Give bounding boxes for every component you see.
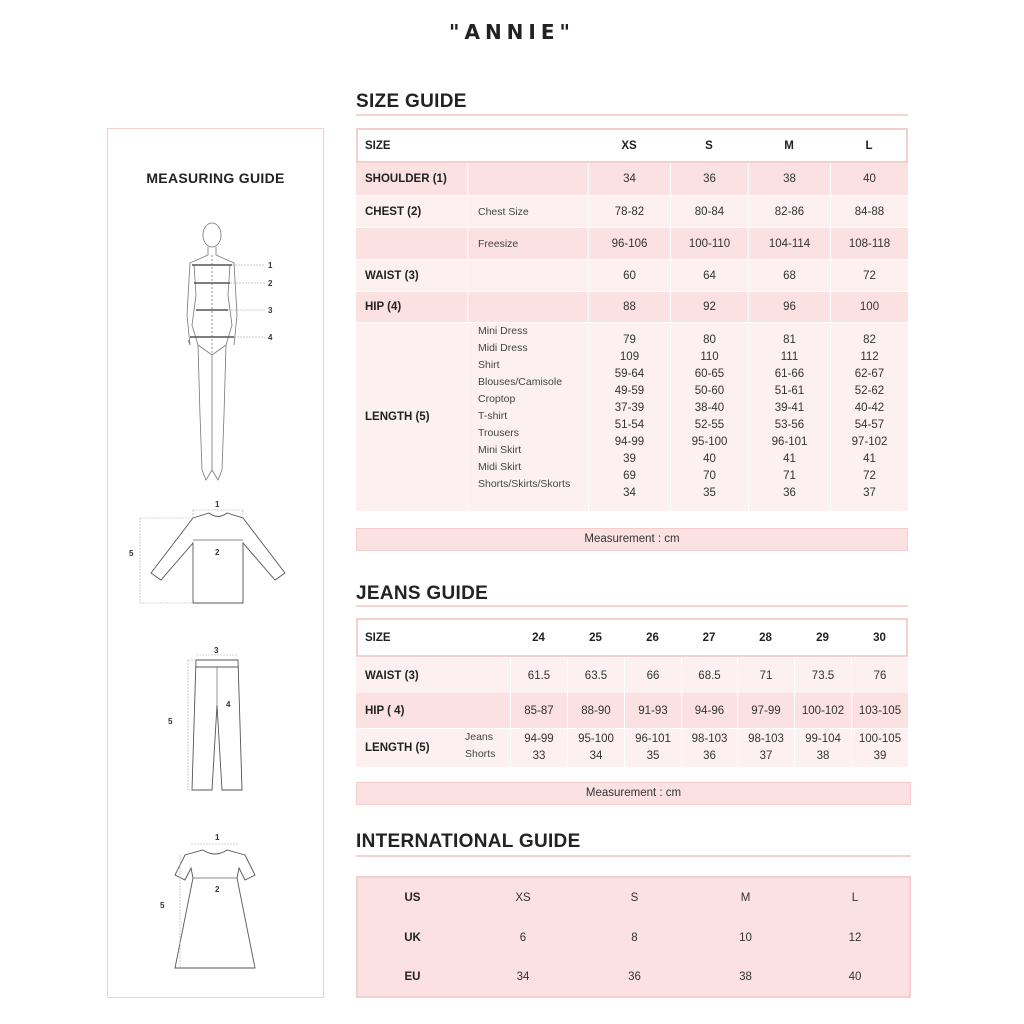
list-value: 59-64 (614, 368, 645, 380)
row-sublabel (468, 292, 588, 322)
list-value: 110 (700, 351, 719, 363)
length-label: LENGTH (5) (356, 729, 455, 767)
region-label: US (358, 878, 467, 917)
list-value: 34 (623, 487, 636, 499)
divider (356, 855, 911, 857)
list-value: 39-41 (774, 402, 805, 414)
jeans-header-2: 24 (532, 631, 545, 644)
row-label: WAIST (3) (356, 260, 467, 291)
jeans-value: 94-96 (682, 693, 737, 728)
trousers-marker-3: 3 (214, 646, 219, 655)
region-label: EU (358, 958, 467, 996)
trousers-illustration (160, 645, 260, 795)
list-value: Mini Skirt (478, 444, 522, 456)
size-value: 96-106 (589, 228, 670, 259)
marker-2: 2 (268, 279, 273, 288)
size-guide-title: SIZE GUIDE (356, 91, 467, 112)
list-value: 49-59 (614, 385, 645, 397)
intl-size-value: XS (468, 878, 578, 917)
jeans-header-7: 29 (816, 631, 829, 644)
list-value: 37 (759, 750, 773, 762)
list-value: 97-102 (851, 436, 888, 448)
list-value: 37-39 (614, 402, 645, 414)
jeans-header-0: SIZE (365, 631, 391, 644)
list-value: 40-42 (854, 402, 885, 414)
length-items (455, 729, 510, 767)
jeans-guide-title: JEANS GUIDE (356, 583, 489, 604)
jeans-value: 88-90 (568, 693, 624, 728)
list-value: 51-61 (774, 385, 805, 397)
list-value: 96-101 (771, 436, 808, 448)
top-marker-5: 5 (129, 549, 134, 558)
list-value: 41 (783, 453, 796, 465)
jeans-value: 103-105 (852, 693, 908, 728)
body-figure-illustration (150, 215, 290, 485)
marker-3: 3 (268, 306, 273, 315)
jeans-value: 63.5 (568, 658, 624, 693)
international-guide-title: INTERNATIONAL GUIDE (356, 831, 581, 852)
size-value: 84-88 (831, 196, 908, 227)
size-value: 34 (589, 163, 670, 195)
jeans-value: 76 (852, 658, 908, 693)
list-value: 40 (703, 453, 716, 465)
size-measurement-note: Measurement : cm (356, 528, 908, 551)
list-value: 79 (623, 334, 636, 346)
list-value: Mini Dress (478, 325, 528, 337)
list-value: 95-100 (691, 436, 728, 448)
list-value: 112 (860, 351, 879, 363)
list-value: 36 (703, 750, 716, 762)
list-value: 62-67 (854, 368, 885, 380)
list-value: Midi Dress (478, 342, 528, 354)
list-value: 41 (863, 453, 876, 465)
list-value: 60-65 (694, 368, 725, 380)
row-sublabel: Freesize (468, 228, 588, 259)
list-value: 37 (863, 487, 876, 499)
length-values (568, 729, 624, 767)
length-values (625, 729, 681, 767)
size-value: 108-118 (831, 228, 908, 259)
list-value: Shirt (478, 359, 500, 371)
length-values (511, 729, 567, 767)
intl-size-value: 10 (691, 918, 800, 957)
row-label: CHEST (2) (356, 196, 467, 227)
length-label: LENGTH (5) (356, 323, 467, 511)
list-value: 94-99 (614, 436, 645, 448)
brand-logo: "ANNIE" (449, 20, 575, 44)
divider (356, 114, 908, 116)
list-value: 96-101 (635, 733, 671, 745)
size-value: 82-86 (749, 196, 830, 227)
list-value: 72 (863, 470, 876, 482)
list-value: 95-100 (578, 733, 614, 745)
list-value: 80 (703, 334, 716, 346)
dress-marker-5: 5 (160, 901, 165, 910)
list-value: 94-99 (524, 733, 554, 745)
intl-size-value: S (579, 878, 690, 917)
intl-size-value: L (801, 878, 909, 917)
intl-size-value: 36 (579, 958, 690, 996)
row-sublabel (468, 260, 588, 291)
length-values (682, 729, 737, 767)
intl-size-value: 34 (468, 958, 578, 996)
dress-marker-2: 2 (215, 885, 220, 894)
list-value: 69 (623, 470, 636, 482)
row-label: HIP (4) (356, 292, 467, 322)
jeans-measurement-note: Measurement : cm (356, 782, 911, 805)
list-value: Shorts/Skirts/Skorts (478, 478, 571, 490)
jeans-value: 61.5 (511, 658, 567, 693)
size-header-2: XS (621, 139, 637, 152)
size-value: 104-114 (749, 228, 830, 259)
list-value: 35 (703, 487, 716, 499)
jeans-header-3: 25 (589, 631, 602, 644)
size-value: 78-82 (589, 196, 670, 227)
jeans-value: 85-87 (511, 693, 567, 728)
marker-4: 4 (268, 333, 273, 342)
list-value: 34 (589, 750, 603, 762)
list-value: 50-60 (694, 385, 725, 397)
list-value: 38 (816, 750, 830, 762)
measuring-guide-title: MEASURING GUIDE (146, 170, 285, 186)
jeans-header-5: 27 (702, 631, 716, 644)
list-value: 54-57 (854, 419, 885, 431)
size-header-5: L (865, 139, 873, 152)
length-values (852, 729, 908, 767)
trousers-marker-4: 4 (226, 700, 231, 709)
jeans-header-8: 30 (873, 631, 886, 644)
list-value: 61-66 (774, 368, 805, 380)
size-value: 36 (671, 163, 748, 195)
intl-size-value: M (691, 878, 800, 917)
list-value: 100-105 (858, 733, 902, 745)
row-label (356, 228, 467, 259)
list-value: 111 (780, 351, 799, 363)
marker-1: 1 (268, 261, 273, 270)
list-value: 35 (646, 750, 660, 762)
region-label: UK (358, 918, 467, 957)
jeans-header-6: 28 (759, 631, 772, 644)
length-items (468, 323, 588, 511)
intl-size-value: 6 (468, 918, 578, 957)
intl-size-value: 40 (801, 958, 909, 996)
list-value: 51-54 (614, 419, 645, 431)
size-value: 96 (749, 292, 830, 322)
top-marker-2: 2 (215, 548, 220, 557)
list-value: Midi Skirt (478, 461, 522, 473)
size-value: 80-84 (671, 196, 748, 227)
jeans-value: 71 (738, 658, 794, 693)
list-value: 36 (783, 487, 796, 499)
list-value: T-shirt (478, 410, 508, 422)
list-value: 70 (703, 470, 716, 482)
trousers-marker-5: 5 (168, 717, 173, 726)
intl-size-value: 8 (579, 918, 690, 957)
size-value: 68 (749, 260, 830, 291)
size-value: 72 (831, 260, 908, 291)
list-value: Croptop (478, 393, 516, 405)
size-value: 100 (831, 292, 908, 322)
jeans-value: 100-102 (795, 693, 851, 728)
row-label: WAIST (3) (356, 658, 510, 693)
size-header-3: S (705, 139, 713, 152)
dress-illustration (155, 830, 275, 975)
size-value: 38 (749, 163, 830, 195)
dress-marker-1: 1 (215, 833, 220, 842)
list-value: 38-40 (694, 402, 725, 414)
list-value: 98-103 (691, 733, 728, 745)
list-value: Shorts (465, 748, 496, 760)
list-value: 99-104 (805, 733, 841, 745)
list-value: 81 (783, 334, 796, 346)
list-value: 39 (623, 453, 636, 465)
size-value: 100-110 (671, 228, 748, 259)
row-label: SHOULDER (1) (356, 163, 467, 195)
length-values (831, 323, 908, 511)
list-value: 52-62 (854, 385, 885, 397)
intl-size-value: 12 (801, 918, 909, 957)
length-values (738, 729, 794, 767)
jeans-value: 91-93 (625, 693, 681, 728)
list-value: 52-55 (694, 419, 725, 431)
list-value: Blouses/Camisole (478, 376, 563, 388)
size-header-4: M (784, 139, 794, 152)
intl-size-value: 38 (691, 958, 800, 996)
top-marker-1: 1 (215, 500, 220, 509)
list-value: 82 (863, 334, 876, 346)
size-value: 88 (589, 292, 670, 322)
length-values (749, 323, 830, 511)
list-value: 71 (783, 470, 796, 482)
top-illustration (125, 498, 305, 608)
row-label: HIP ( 4) (356, 693, 510, 728)
size-value: 92 (671, 292, 748, 322)
row-sublabel: Chest Size (468, 196, 588, 227)
jeans-value: 97-99 (738, 693, 794, 728)
list-value: Trousers (478, 427, 520, 439)
list-value: 53-56 (774, 419, 805, 431)
length-values (795, 729, 851, 767)
jeans-value: 66 (625, 658, 681, 693)
jeans-value: 73.5 (795, 658, 851, 693)
size-value: 64 (671, 260, 748, 291)
divider (356, 605, 908, 607)
jeans-value: 68.5 (682, 658, 737, 693)
length-values (671, 323, 748, 511)
size-header-0: SIZE (365, 139, 391, 152)
list-value: Jeans (465, 731, 494, 743)
row-sublabel (468, 163, 588, 195)
list-value: 98-103 (748, 733, 784, 745)
list-value: 39 (873, 750, 887, 762)
list-value: 109 (619, 351, 640, 363)
length-values (589, 323, 670, 511)
size-value: 40 (831, 163, 908, 195)
size-value: 60 (589, 260, 670, 291)
list-value: 33 (532, 750, 546, 762)
jeans-header-4: 26 (646, 631, 659, 644)
